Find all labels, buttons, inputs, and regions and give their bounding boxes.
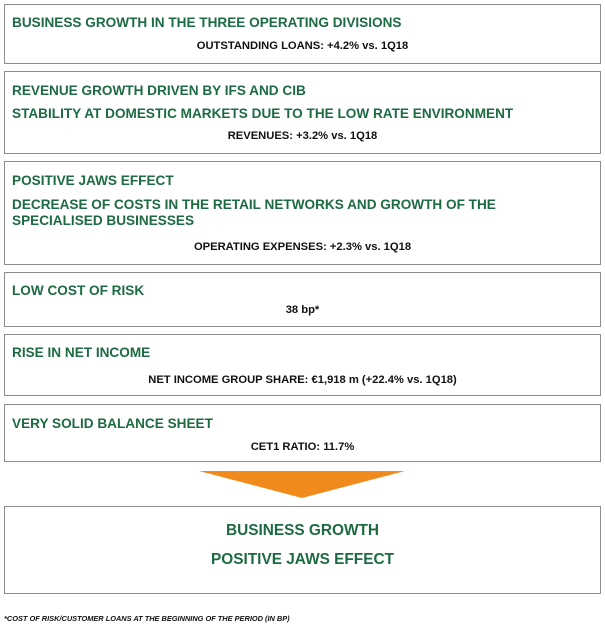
- block-metric: OPERATING EXPENSES: +2.3% vs. 1Q18: [193, 241, 412, 253]
- block-heading: BUSINESS GROWTH IN THE THREE OPERATING DIVISIONS: [12, 15, 402, 30]
- block-metric: REVENUES: +3.2% vs. 1Q18: [227, 130, 378, 142]
- block-heading: VERY SOLID BALANCE SHEET: [12, 416, 213, 431]
- summary-block-revenue-growth: [4, 71, 601, 154]
- block-metric: NET INCOME GROUP SHARE: €1,918 m (+22.4% vs. 1Q18): [148, 374, 457, 386]
- down-arrow-icon: [199, 471, 405, 498]
- block-heading: RISE IN NET INCOME: [12, 345, 151, 360]
- conclusion-line-1: BUSINESS GROWTH: [225, 522, 380, 539]
- block-heading: REVENUE GROWTH DRIVEN BY IFS AND CIB: [12, 83, 306, 98]
- block-metric: OUTSTANDING LOANS: +4.2% vs. 1Q18: [196, 40, 409, 52]
- summary-block-business-growth: [4, 4, 601, 64]
- summary-block-cost-of-risk: [4, 272, 601, 327]
- conclusion-box: [4, 506, 601, 594]
- block-subheading: DECREASE OF COSTS IN THE RETAIL NETWORKS AND GROWTH OF THE: [12, 197, 496, 212]
- block-metric: CET1 RATIO: 11.7%: [250, 441, 355, 453]
- summary-block-jaws-effect: [4, 161, 601, 265]
- block-metric: 38 bp*: [285, 304, 320, 316]
- summary-block-balance-sheet: [4, 404, 601, 462]
- conclusion-line-2: POSITIVE JAWS EFFECT: [210, 551, 394, 568]
- block-heading: POSITIVE JAWS EFFECT: [12, 173, 174, 188]
- block-subheading-cont: SPECIALISED BUSINESSES: [12, 213, 195, 228]
- footnote: *COST OF RISK/CUSTOMER LOANS AT THE BEGINNING OF THE PERIOD (IN BP): [4, 614, 290, 623]
- block-subheading: STABILITY AT DOMESTIC MARKETS DUE TO THE LOW RATE ENVIRONMENT: [12, 106, 514, 121]
- block-heading: LOW COST OF RISK: [12, 283, 145, 298]
- summary-block-net-income: [4, 334, 601, 396]
